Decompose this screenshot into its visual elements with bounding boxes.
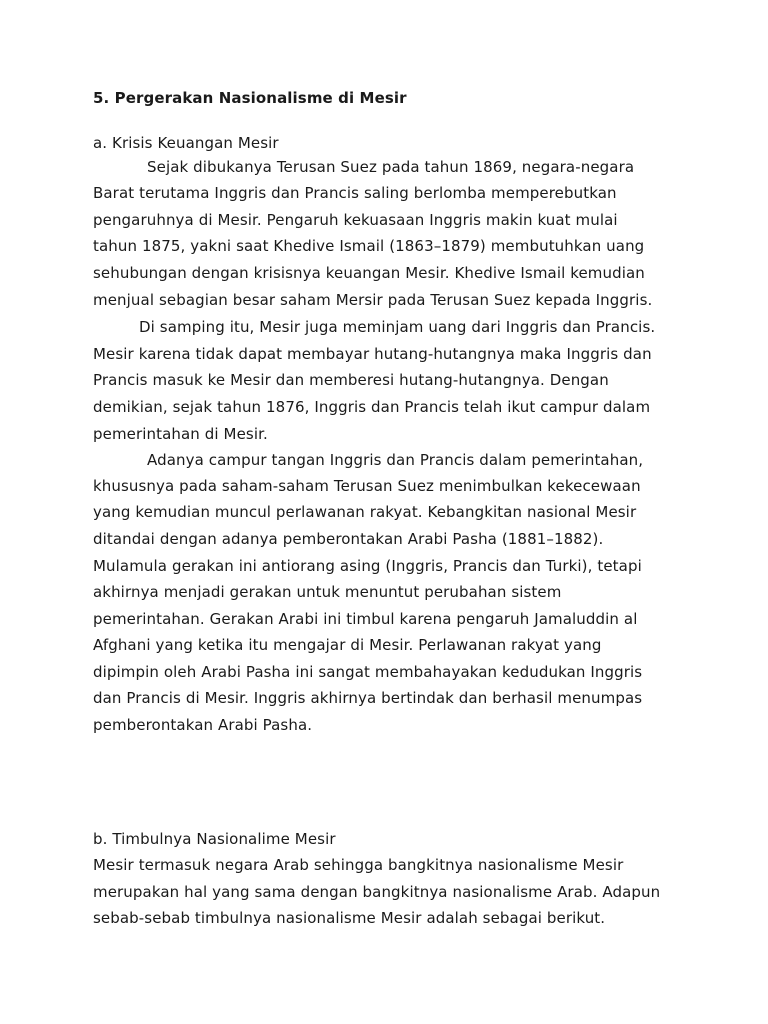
paragraph-line: menjual sebagian besar saham Mersir pada Terusan Suez kepada Inggris. — [93, 291, 653, 309]
paragraph-line: ditandai dengan adanya pemberontakan Arabi Pasha (1881–1882). — [93, 530, 604, 548]
paragraph-line: Mulamula gerakan ini antiorang asing (Inggris, Prancis dan Turki), tetapi — [93, 557, 642, 575]
paragraph-line: pengaruhnya di Mesir. Pengaruh kekuasaan Inggris makin kuat mulai — [93, 211, 618, 229]
paragraph-line: Mesir termasuk negara Arab sehingga bangkitnya nasionalisme Mesir — [93, 856, 624, 874]
paragraph-line: Afghani yang ketika itu mengajar di Mesir. Perlawanan rakyat yang — [93, 636, 602, 654]
paragraph-line: khususnya pada saham-saham Terusan Suez menimbulkan kekecewaan — [93, 477, 641, 495]
paragraph-line: yang kemudian muncul perlawanan rakyat. Kebangkitan nasional Mesir — [93, 503, 637, 521]
section-a-heading: a. Krisis Keuangan Mesir — [93, 134, 279, 152]
paragraph-line: pemberontakan Arabi Pasha. — [93, 716, 313, 734]
paragraph-line: akhirnya menjadi gerakan untuk menuntut perubahan sistem — [93, 583, 562, 601]
paragraph-line: Prancis masuk ke Mesir dan memberesi hutang-hutangnya. Dengan — [93, 371, 609, 389]
paragraph-line: demikian, sejak tahun 1876, Inggris dan Prancis telah ikut campur dalam — [93, 398, 651, 416]
paragraph-line: merupakan hal yang sama dengan bangkitnya nasionalisme Arab. Adapun — [93, 883, 661, 901]
paragraph-line: pemerintahan. Gerakan Arabi ini timbul karena pengaruh Jamaluddin al — [93, 610, 638, 628]
paragraph-line: Sejak dibukanya Terusan Suez pada tahun 1869, negara-negara — [147, 158, 635, 176]
section-b-heading: b. Timbulnya Nasionalime Mesir — [93, 830, 336, 848]
paragraph-line: sebab-sebab timbulnya nasionalisme Mesir adalah sebagai berikut. — [93, 909, 606, 927]
document-title: 5. Pergerakan Nasionalisme di Mesir — [93, 89, 407, 107]
paragraph-line: dan Prancis di Mesir. Inggris akhirnya bertindak dan berhasil menumpas — [93, 689, 643, 707]
paragraph-line: sehubungan dengan krisisnya keuangan Mesir. Khedive Ismail kemudian — [93, 264, 645, 282]
paragraph-line: Mesir karena tidak dapat membayar hutang-hutangnya maka Inggris dan — [93, 345, 652, 363]
paragraph-line: Di samping itu, Mesir juga meminjam uang dari Inggris dan Prancis. — [139, 318, 656, 336]
paragraph-line: dipimpin oleh Arabi Pasha ini sangat membahayakan kedudukan Inggris — [93, 663, 643, 681]
paragraph-line: Barat terutama Inggris dan Prancis saling berlomba memperebutkan — [93, 184, 617, 202]
paragraph-line: Adanya campur tangan Inggris dan Prancis dalam pemerintahan, — [147, 451, 644, 469]
paragraph-line: pemerintahan di Mesir. — [93, 425, 268, 443]
paragraph-line: tahun 1875, yakni saat Khedive Ismail (1863–1879) membutuhkan uang — [93, 237, 645, 255]
